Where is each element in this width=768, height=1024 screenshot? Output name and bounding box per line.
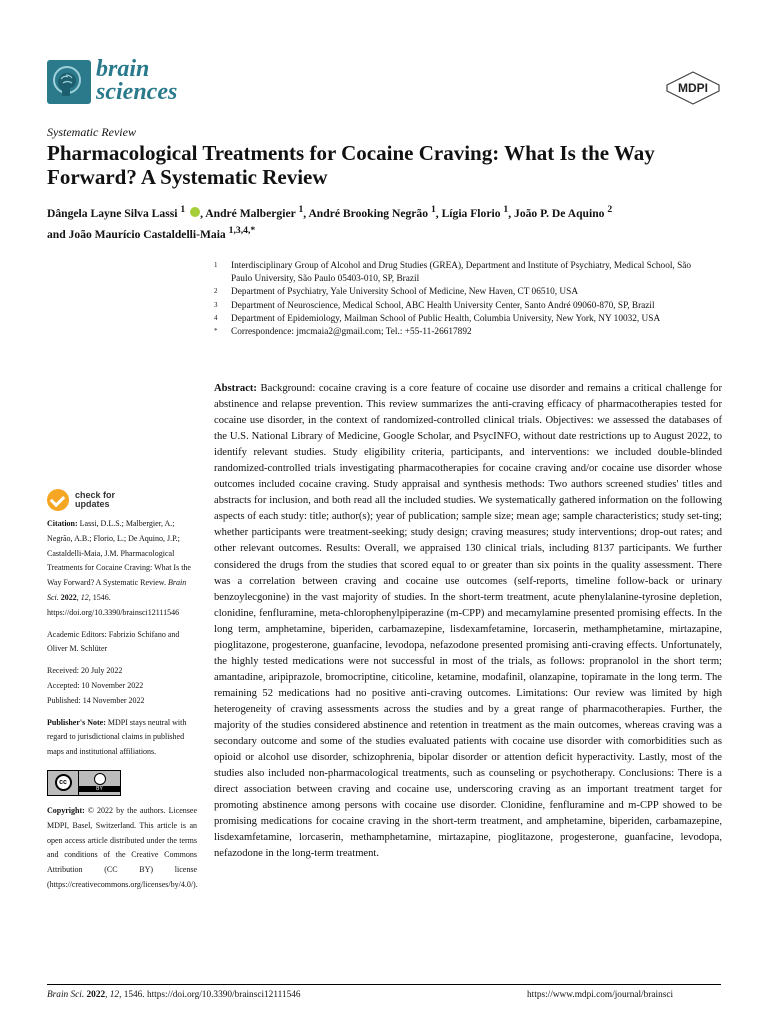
publisher-note-text: MDPI stays neutral with regard to jurisdictional claims in published maps and institutional affiliations. [47,717,187,757]
publisher-note-label: Publisher's Note: [47,717,106,727]
publisher-logo [665,71,721,110]
citation-text: Lassi, D.L.S.; Malbergier, A.; Negrão, A.B.; Florio, L.; De Aquino, J.P.; Castaldelli-Maia, J.M. Pharmacological Treatments for Cocaine Craving: What Is the Way Forward? A Systematic Review. [47,519,191,588]
dates-block [47,664,197,708]
author-name: André Brooking Negrão [308,206,429,220]
received-date: Received: 20 July 2022 [47,666,123,676]
affiliation-item [214,286,714,299]
check-updates-line2: updates [75,499,110,509]
author-list [47,201,727,243]
affiliation-item [214,313,714,326]
citation-journal: Brain Sci. [47,578,187,602]
affiliation-item [214,260,714,286]
attribution-icon [94,773,106,785]
citation-volume: 12 [80,592,89,602]
citation-doi[interactable]: , 1546. https://doi.org/10.3390/brainsci12111546 [47,592,180,617]
citation-year: 2022 [60,592,77,602]
journal-name-line2: sciences [96,79,178,105]
author-name: João Maurício Castaldelli-Maia [68,227,226,241]
abstract [214,381,722,862]
footer-citation: Brain Sci. 2022, 12, 1546. https://doi.org/10.3390/brainsci12111546 [47,990,301,1000]
accepted-date: Accepted: 10 November 2022 [47,680,144,690]
affiliation-number: 1 [214,261,218,269]
author-separator: , [303,206,309,220]
affiliation-number: 3 [214,300,218,309]
affiliations [214,260,714,339]
copyright-label: Copyright: [47,805,85,815]
affiliation-text: Department of Epidemiology, Mailman School of Public Health, Columbia University, New York, NY 10032, USA [231,313,661,324]
affiliation-text: Correspondence: jmcmaia2@gmail.com; Tel.: +55-11-26617892 [231,327,472,338]
check-updates-icon [47,489,69,511]
cc-by-label: BY [79,786,120,792]
sidebar [47,489,197,900]
journal-logo-icon [47,60,91,104]
author-affiliation-sup: 1,3,4,* [228,224,256,236]
publisher-note [47,716,197,760]
abstract-label: Abstract: [214,383,257,394]
author-separator: , [200,206,206,220]
author-affiliation-sup: 1 [298,204,304,215]
citation-block: Citation: Lassi, D.L.S.; Malbergier, A.; Negrão, A.B.; Florio, L.; De Aquino, J.P.; Castaldelli-Maia, J.M. Pharmacological Treatments for Cocaine Craving: What Is the Way Forward? A Systematic Review. Brain Sci. 2022, 12, 1546. https://doi.org/10.3390/brainsci12111546 [47,519,191,617]
author-name: Dângela Layne Silva Lassi [47,206,178,220]
affiliation-text: Department of Neuroscience, Medical School, ABC Health University Center, Santo André 09060-870, SP, Brazil [231,300,655,311]
affiliation-item [214,300,714,313]
published-date: Published: 14 November 2022 [47,695,145,705]
journal-name-line1: brain [96,56,150,82]
footer-journal: Brain Sci. [47,990,85,1000]
orcid-icon[interactable] [190,207,200,217]
author-separator: , [508,206,515,220]
author-name: André Malbergier [205,206,296,220]
footer-divider [47,984,721,985]
footer-volume: 12 [109,990,120,1000]
check-updates-line1: check for [75,490,116,500]
cc-by-license-icon[interactable] [47,770,121,796]
journal-name [96,58,177,104]
affiliation-number: * [214,327,218,336]
copyright-block [47,804,197,893]
affiliation-number: 4 [214,313,218,322]
article-type: Systematic Review [47,125,136,139]
copyright-text: © 2022 by the authors. Licensee MDPI, Basel, Switzerland. This article is an open access article distributed under the terms and conditions of the Creative Commons Attribution (CC BY) license (https://creativecommons.org/licenses/by/4.0/). [47,805,198,889]
abstract-text: Background: cocaine craving is a core feature of cocaine use disorder and remains a critical challenge for abstinence and relapse prevention. This review summarizes the anti-craving efficacy of pharmacotherapies tested for cocaine use disorder, in the context of randomized-controlled clinical trials. Objectives: we assessed the databases of the U.S. National Library of Medicine, Google Scholar, and PsycINFO, without date restrictions up to August 2022, to identify relevant studies. Study eligibility criteria, participants, and interventions: we included double-blinded randomized-controlled trials investigating pharmacotherapies for cocaine craving and/or cocaine use disorder whose outcomes included cocaine craving. Study appraisal and synthesis methods: Two authors screened studies' titles and abstracts for inclusion, and both read all the included studies. We systematically gathered information on the following aspects of each study: title; author(s); year of publication; sample size; mean age; sample characteristics; study set-ting; whether participants were treatment-seeking; study design; craving measures; study interventions; drop-out rates; and other relevant outcomes. Results: Overall, we appraised 130 clinical trials, including 8137 participants. We further considered the drugs from the studies that scored equal to or greater than six points in the quality assessment. There was a correlation between craving and cocaine use outcomes (self-reports, timeline follow-back or urinary benzoylecgonine) in the vast majority of studies. In the short-term treatment, acute phenylalanine-tyrosine depletion, clonidine, fenfluramine, meta-chlorophenylpiperazine (m-CPP) and mecamylamine presented promising effects. In the long term, amphetamine, biperiden, carbamazepine, lisdexamfetamine, lorcaserin, methamphetamine, mirtazapine, pioglitazone, progesterone, guanfacine, levodopa, nefazodone presented promising anti-craving effects. Unfortunately, the highly tested medications were not successful in most of the trials, as follows: propranolol in the short term; amantadine, aripiprazole, bromocriptine, citicoline, ketamine, modafinil, olanzapine, topiramate in the long term. The remaining 52 medications had no positive anti-craving outcomes. Limitations: Our review was limited by high heterogeneity of craving assessments across the studies and by a great range of pharmacotherapies. Further, the majority of the studies considered abstinence and retention in treatment as the main outcomes, whereas craving was a secondary outcome and some of the studies evaluated patients with cocaine use disorder with comorbidities such as opioid or alcohol use disorder, schizophrenia, bipolar disorder or attention deficit hyperactivity. Lastly, most of the studies also included non-pharmacological treatments, such as counseling or psychotherapy. Conclusions: There is a direct association between craving and cocaine use, underscoring craving as an important treatment target for promoting abstinence among persons with cocaine use disorder. Clonidine, fenfluramine and m-CPP showed to be promising medications for cocaine craving in the short-term treatment, and amphetamine, biperiden, carbamazepine, lisdexamfetamine, lorcaserin, methamphetamine, mirtazapine, pioglitazone, progesterone, guanfacine, levodopa, nefazodone in the long-term treatment. [214,383,722,860]
affiliation-text: Interdisciplinary Group of Alcohol and Drug Studies (GREA), Department and Institute of Psychiatry, Medical School, São Paulo University, São Paulo 05403-010, SP, Brazil [231,261,692,285]
check-for-updates-button[interactable] [47,489,197,511]
article-title: Pharmacological Treatments for Cocaine Craving: What Is the Way Forward? A Systematic Review [47,141,655,189]
author-affiliation-sup: 1 [430,204,436,215]
citation-label: Citation: [47,519,78,528]
academic-editors: Academic Editors: Fabrizio Schifano and Oliver M. Schlüter [47,629,180,654]
author-separator: , [435,206,442,220]
author-affiliation-sup: 2 [607,204,613,215]
footer-doi-link[interactable]: , 1546. https://doi.org/10.3390/brainsci12111546 [119,990,301,1000]
author-and: and [47,227,69,241]
author-affiliation-sup: 1 [180,204,186,215]
publisher-name: MDPI [678,81,708,95]
author-affiliation-sup: 1 [503,204,509,215]
footer-journal-url[interactable]: https://www.mdpi.com/journal/brainsci [527,990,674,1000]
footer-year: 2022 [86,990,106,1000]
affiliation-text: Department of Psychiatry, Yale University School of Medicine, New Haven, CT 06510, USA [231,287,579,298]
cc-icon: cc [55,774,72,791]
author-name: Lígia Florio [441,206,501,220]
affiliation-item [214,326,714,339]
author-name: João P. De Aquino [514,206,605,220]
affiliation-number: 2 [214,287,218,296]
